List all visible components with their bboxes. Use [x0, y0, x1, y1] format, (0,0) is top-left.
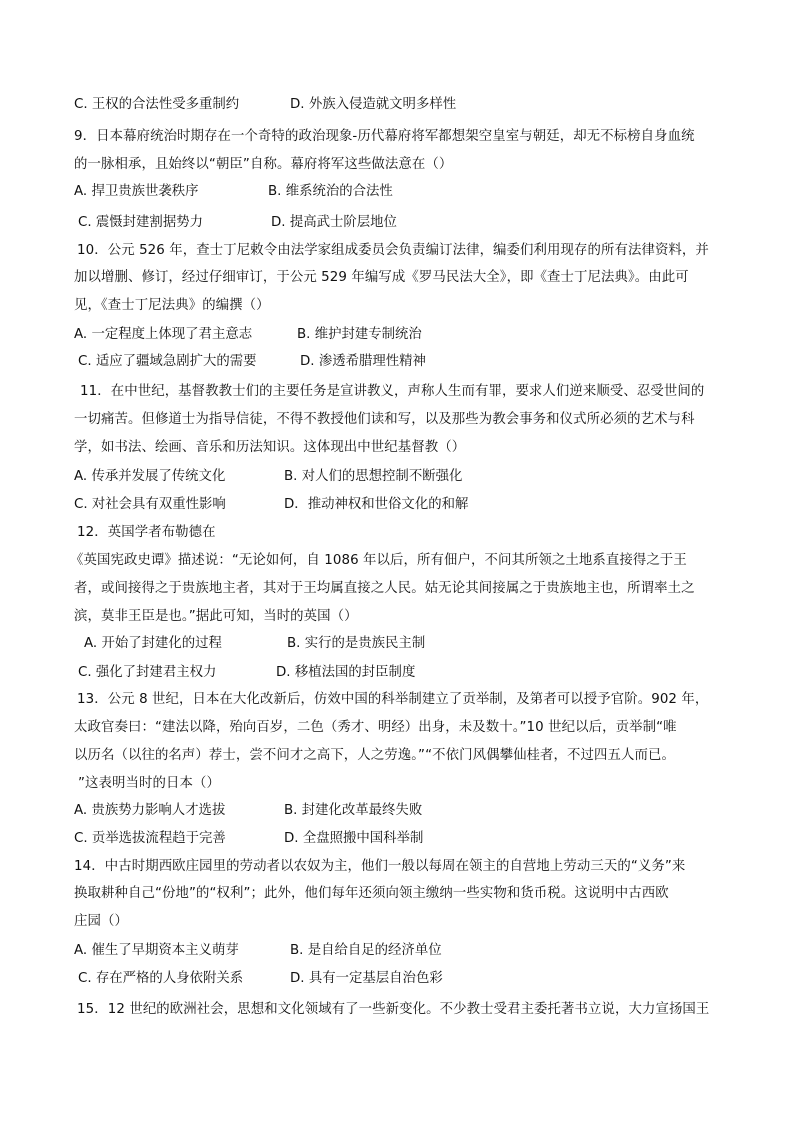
question-11-text: 一切痛苦。但修道士为指导信徒，不得不教授他们读和写，以及那些为教会事务和仪式所必须的艺术与科 [74, 412, 695, 427]
option-d: D. 具有一定基层自治色彩 [290, 971, 443, 986]
question-13-text: 以历名（以往的名声）荐士，尝不问才之高下，人之劳逸。”“不依门风偶攀仙桂者，不过四五人而已。 [74, 748, 675, 763]
option-c: C. 震慑封建割据势力 [78, 215, 203, 230]
question-13-text: 13．公元 8 世纪，日本在大化改新后，仿效中国的科举制建立了贡举制，及第者可以授予官阶。902 年， [77, 692, 709, 707]
option-a: A. 催生了早期资本主义萌芽 [74, 943, 239, 958]
option-d: D. 提高武士阶层地位 [271, 215, 397, 230]
option-b: B. 维系统治的合法性 [268, 184, 393, 199]
question-11-text: 11．在中世纪，基督教教士们的主要任务是宣讲教义，声称人生而有罪，要求人们逆来顺受、忍受世间的 [80, 384, 705, 399]
question-10-text: 10．公元 526 年，查士丁尼敕令由法学家组成委员会负责编订法律，编委们利用现存的所有法律资料，并 [77, 243, 709, 258]
option-c: C. 存在严格的人身依附关系 [78, 971, 244, 986]
option-b: B. 封建化改革最终失败 [284, 803, 423, 818]
question-13-text: 太政官奏曰：“建法以降，殆向百岁，二色（秀才、明经）出身，未及数十。”10 世纪以后，贡举制“唯 [74, 720, 677, 735]
question-12-text: 者，或间接得之于贵族地主者，其对于王均属直接之人民。姑无论其间接属之于贵族地主也，所谓率土之 [74, 581, 695, 596]
option-a: A. 传承并发展了传统文化 [74, 469, 226, 484]
option-d: D. 全盘照搬中国科举制 [284, 831, 424, 846]
option-c: C. 贡举选拔流程趋于完善 [74, 831, 226, 846]
option-b: B. 维护封建专制统治 [297, 327, 422, 342]
option-b: B. 是自给自足的经济单位 [290, 943, 442, 958]
question-15-text: 15．12 世纪的欧洲社会，思想和文化领域有了一些新变化。不少教士受君主委托著书立说，大力宣扬国王 [77, 1002, 710, 1017]
question-13-text: ”这表明当时的日本（） [78, 776, 220, 791]
question-12-text: 滨，莫非王臣是也。”据此可知，当时的英国（） [74, 609, 358, 624]
option-d: D. 外族入侵造就文明多样性 [290, 97, 457, 112]
option-b: B. 对人们的思想控制不断强化 [284, 469, 463, 484]
question-11-text: 学，如书法、绘画、音乐和历法知识。这体现出中世纪基督教（） [74, 440, 466, 455]
option-c: C. 强化了封建君主权力 [78, 665, 217, 680]
question-9-text: 的一脉相承，且始终以“朝臣”自称。幕府将军这些做法意在（） [74, 157, 453, 172]
option-a: A. 捍卫贵族世袭秩序 [74, 184, 199, 199]
option-d: D. 移植法国的封臣制度 [276, 665, 416, 680]
option-a: A. 一定程度上体现了君主意志 [74, 327, 253, 342]
option-d: D. 渗透希腊理性精神 [300, 354, 426, 369]
question-10-text: 见，《查士丁尼法典》的编撰（） [74, 298, 270, 313]
option-d: D．推动神权和世俗文化的和解 [284, 497, 469, 512]
question-9-text: 9．日本幕府统治时期存在一个奇特的政治现象-历代幕府将军都想架空皇室与朝廷，却无不标榜自身血统 [74, 129, 695, 144]
option-a: A. 开始了封建化的过程 [84, 636, 222, 651]
question-14-text: 换取耕种自己“份地”的“权利”；此外，他们每年还须向领主缴纳一些实物和货币税。这说明中古西欧 [74, 886, 669, 901]
question-12-text: 《英国宪政史谭》描述说：“无论如何，自 1086 年以后，所有佃户，不问其所领之土地系直接得之于王 [70, 553, 687, 568]
question-14-text: 庄园（） [74, 914, 128, 929]
option-a: A. 贵族势力影响人才选拔 [74, 803, 226, 818]
question-14-text: 14．中古时期西欧庄园里的劳动者以农奴为主，他们一般以每周在领主的自营地上劳动三天的“义务”来 [74, 859, 686, 874]
option-c: C. 对社会具有双重性影响 [74, 497, 226, 512]
option-c: C. 王权的合法性受多重制约 [74, 97, 240, 112]
option-b: B. 实行的是贵族民主制 [287, 636, 426, 651]
question-10-text: 加以增删、修订，经过仔细审订，于公元 529 年编写成《罗马民法大全》，即《查士丁尼法典》。由此可 [74, 270, 689, 285]
question-12-text: 12．英国学者布勒德在 [77, 525, 216, 540]
option-c: C. 适应了疆域急剧扩大的需要 [78, 354, 257, 369]
